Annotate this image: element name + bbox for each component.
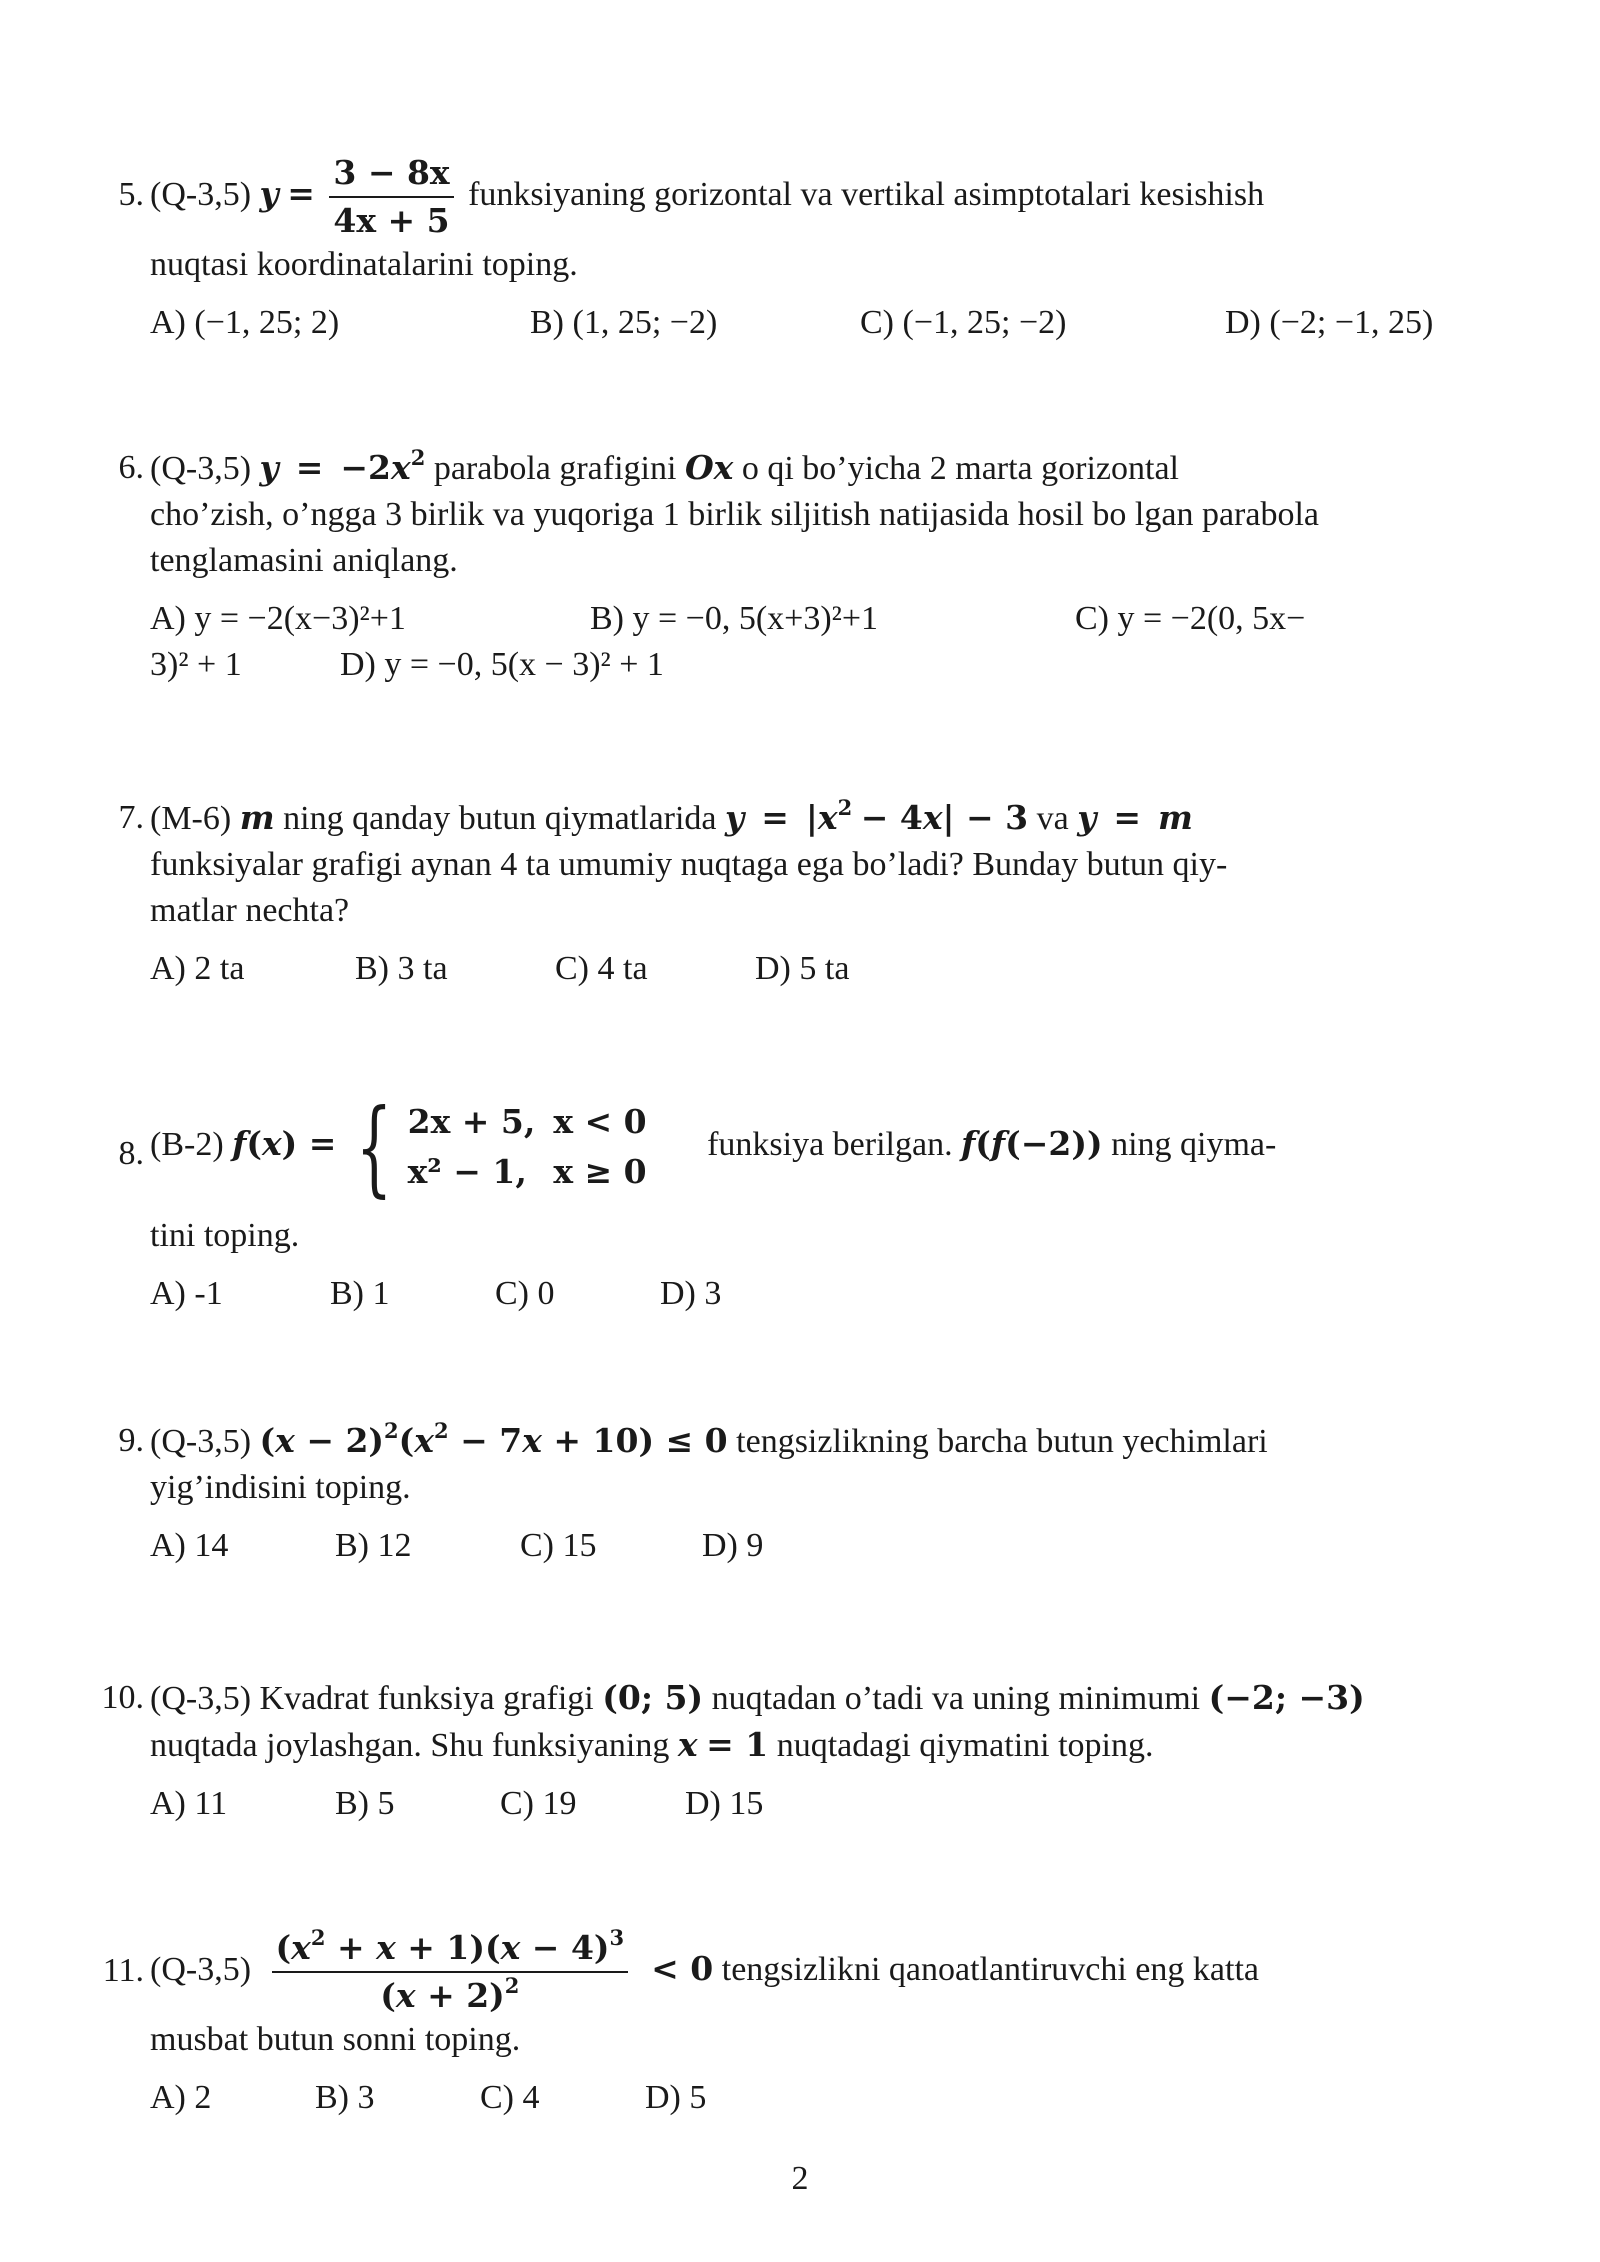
page-number: 2 <box>791 2160 809 2197</box>
option-d[interactable]: D) 5 <box>645 2079 707 2116</box>
option-c[interactable]: C) 0 <box>495 1275 555 1312</box>
problem-5: 5. (Q-3,5) y = $\frac{3 - 8x}{4x + 5}$ funksiyaning gorizontal va vertikal asimptotalari kesishish nuqtasi koordinatalarini toping. A) (−1, 25; 2) B) (1, 25; −2) C) (−1, 25; −2) D) (−2; −1, 25) <box>150 150 1510 350</box>
problem-number: 10. <box>101 1679 144 1716</box>
problem-text: tini toping. <box>150 1217 300 1254</box>
option-a[interactable]: A) 14 <box>150 1527 229 1564</box>
option-a[interactable]: A) 11 <box>150 1785 228 1822</box>
problem-11: 11. (Q-3,5) $\frac{(x^2 + x + 1)(x - 4)^3}{(x + 2)^2}$ < 0 tengsizlikni qanoatlantiruvchi eng katta musbat butun sonni toping. A) 2 B) 3 C) 4 D) 5 <box>150 1925 1510 2125</box>
option-c[interactable]: C) 15 <box>520 1527 597 1564</box>
option-b[interactable]: B) 12 <box>335 1527 412 1564</box>
answer-options <box>150 946 1510 996</box>
option-d[interactable]: D) y = −0, 5(x − 3)² + 1 <box>340 646 664 683</box>
problem-number: 6. <box>118 449 144 486</box>
brace: { <box>355 1086 393 1208</box>
problem-text: nuqtadagi qiymatini toping. <box>776 1727 1154 1764</box>
problem-text: funksiya berilgan. <box>707 1125 953 1163</box>
problem-text: matlar nechta? <box>150 892 350 929</box>
problem-tag: (B-2) <box>150 1125 224 1163</box>
problem-number: 11. <box>102 1952 144 1989</box>
option-c-continued: 3)² + 1 <box>150 646 242 683</box>
case-2-expr: x² − 1, <box>407 1152 527 1191</box>
option-a[interactable]: A) -1 <box>150 1275 223 1312</box>
problem-text: o qi bo’yicha 2 marta gorizontal <box>741 450 1179 487</box>
problem-text: funksiyaning gorizontal va vertikal asimptotalari kesishish <box>468 175 1265 213</box>
option-c[interactable]: C) y = −2(0, 5x− <box>1075 600 1306 637</box>
option-a[interactable]: A) 2 <box>150 2079 212 2116</box>
problem-text: nuqtadan o’tadi va uning minimumi <box>711 1680 1201 1717</box>
math-var: m <box>239 798 275 837</box>
problem-text: musbat butun sonni toping. <box>150 2021 521 2058</box>
answer-options <box>150 596 1510 692</box>
math-y: y <box>259 173 279 213</box>
option-d[interactable]: D) (−2; −1, 25) <box>1225 304 1434 341</box>
problem-text: va <box>1036 800 1069 837</box>
option-c[interactable]: C) 4 <box>480 2079 540 2116</box>
option-a[interactable]: A) 2 ta <box>150 950 245 987</box>
fraction <box>329 150 453 244</box>
option-b[interactable]: B) 3 <box>315 2079 375 2116</box>
option-b[interactable]: B) y = −0, 5(x+3)²+1 <box>590 600 879 637</box>
answer-options <box>150 1523 1510 1573</box>
case-1-cond: x < 0 <box>553 1102 647 1141</box>
answer-options <box>150 1781 1510 1831</box>
problem-number: 7. <box>118 799 144 836</box>
piecewise-cases <box>408 1097 665 1197</box>
problem-7: 7. (M-6) m ning qanday butun qiymatlarida $y = |x^2 - 4x| - 3$ va y = m funksiyalar grafigi aynan 4 ta umumiy nuqtaga ega bo’ladi? Bunday butun qiy- matlar nechta? A) 2 ta B) 3 ta C) 4 ta D) 5 ta <box>150 795 1510 996</box>
problem-number: 5. <box>118 176 144 213</box>
problem-number: 9. <box>118 1422 144 1459</box>
problem-text: tenglamasini aniqlang. <box>150 542 458 579</box>
problem-text: nuqtada joylashgan. Shu funksiyaning <box>150 1727 670 1764</box>
problem-text: Kvadrat funksiya grafigi <box>259 1680 594 1717</box>
option-b[interactable]: B) (1, 25; −2) <box>530 304 718 341</box>
problem-tag: (M-6) <box>150 800 232 837</box>
problem-tag: (Q-3,5) <box>150 1950 252 1988</box>
math-point: (0; 5) <box>602 1678 704 1717</box>
problem-text: ning qanday butun qiymatlarida <box>283 800 717 837</box>
option-d[interactable]: D) 3 <box>660 1275 722 1312</box>
answer-options <box>150 300 1510 350</box>
problem-text: nuqtasi koordinatalarini toping. <box>150 246 578 283</box>
case-1-expr: 2x + 5, <box>407 1102 536 1141</box>
fraction: $\frac{(x^2 + x + 1)(x - 4)^3}{(x + 2)^2}$ <box>272 1925 629 2019</box>
answer-options <box>150 2075 1510 2125</box>
problem-9: 9. (Q-3,5) $(x - 2)^2(x^2 - 7x + 10) \le 0$ tengsizlikning barcha butun yechimlari yig’indisini toping. A) 14 B) 12 C) 15 D) 9 <box>150 1418 1510 1573</box>
option-c[interactable]: C) (−1, 25; −2) <box>860 304 1067 341</box>
denominator: 4x + 5 <box>329 196 453 244</box>
option-d[interactable]: D) 15 <box>685 1785 764 1822</box>
problem-text: parabola grafigini <box>433 450 677 487</box>
problem-text: cho’zish, o’ngga 3 birlik va yuqoriga 1 birlik siljitish natijasida hosil bo lgan parabola <box>150 496 1319 533</box>
problem-text: yig’indisini toping. <box>150 1469 411 1506</box>
problem-number: 8. <box>118 1135 144 1172</box>
answer-options <box>150 1271 1510 1321</box>
problem-tag: (Q-3,5) <box>150 1423 252 1460</box>
problem-text: tengsizlikning barcha butun yechimlari <box>736 1423 1268 1460</box>
problem-tag: (Q-3,5) <box>150 450 252 487</box>
problem-text: ning qiyma- <box>1111 1125 1277 1163</box>
problem-text: tengsizlikni qanoatlantiruvchi eng katta <box>721 1950 1259 1988</box>
problem-6: 6. (Q-3,5) $y = -2x^2$ parabola grafigini Ox o qi bo’yicha 2 marta gorizontal cho’zish, o’ngga 3 birlik va yuqoriga 1 birlik siljitish natijasida hosil bo lgan parabola tenglamasini aniqlang. A) y = −2(x−3)²+1 B) y = −0, 5(x+3)²+1 C) y = −2(0, 5x− 3)² + 1 D) y = −0, 5(x − 3)² + 1 <box>150 445 1510 692</box>
problem-8: 8. (B-2) f(x) = { 2x + 5, x < 0 x² − 1, x ≥ 0 funksiya berilgan. f(f(−2)) ning qiyma- tini toping. A) -1 B) 1 C) 0 D) 3 <box>150 1095 1510 1321</box>
option-a[interactable]: A) (−1, 25; 2) <box>150 304 340 341</box>
case-2-cond: x ≥ 0 <box>553 1152 647 1191</box>
problem-10: 10. (Q-3,5) Kvadrat funksiya grafigi (0; 5) nuqtadan o’tadi va uning minimumi (−2; −3) nuqtada joylashgan. Shu funksiyaning x = 1 nuqtadagi qiymatini toping. A) 11 B) 5 C) 19 D) 15 <box>150 1675 1510 1831</box>
option-b[interactable]: B) 5 <box>335 1785 395 1822</box>
option-c[interactable]: C) 4 ta <box>555 950 648 987</box>
problem-tag: (Q-3,5) <box>150 1680 252 1717</box>
option-b[interactable]: B) 1 <box>330 1275 390 1312</box>
option-b[interactable]: B) 3 ta <box>355 950 448 987</box>
math-axis: Ox <box>684 448 734 487</box>
option-d[interactable]: D) 9 <box>702 1527 764 1564</box>
option-a[interactable]: A) y = −2(x−3)²+1 <box>150 600 406 637</box>
numerator: 3 − 8x <box>333 153 450 192</box>
problem-text: funksiyalar grafigi aynan 4 ta umumiy nuqtaga ega bo’ladi? Bunday butun qiy- <box>150 846 1228 883</box>
option-d[interactable]: D) 5 ta <box>755 950 850 987</box>
math-point: (−2; −3) <box>1208 1678 1365 1717</box>
option-c[interactable]: C) 19 <box>500 1785 577 1822</box>
problem-tag: (Q-3,5) <box>150 175 252 213</box>
